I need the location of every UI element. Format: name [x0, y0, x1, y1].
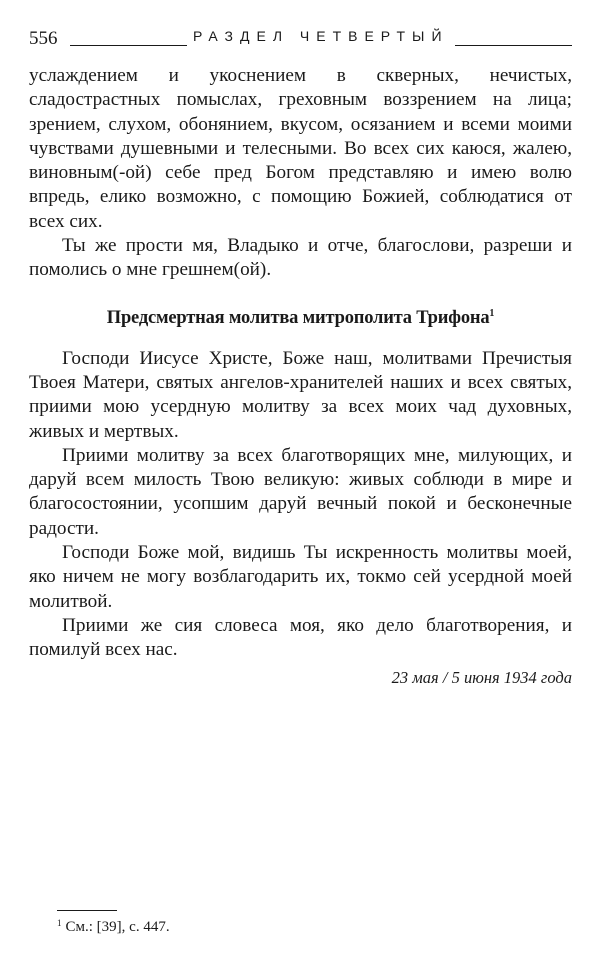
- prayer-text: [29, 347, 572, 663]
- prayer-date: 23 мая / 5 июня 1934 года: [391, 667, 572, 687]
- header-rule-right: [455, 45, 572, 46]
- confession-text: [29, 64, 572, 283]
- prayer-heading: [29, 308, 572, 329]
- footnote-divider: [57, 910, 117, 911]
- prayer-paragraph: Господи Иисусе Христе, Боже наш, молитвами Пречистыя Твоея Матери, святых ангелов-хранителей наших и всех святых, приими мою усердную молитву за всех моих чад духовных, живых и мертвых.: [29, 347, 572, 442]
- prayer-paragraph: Приими же сия словеса моя, яко дело благотворения, и помилуй всех нас.: [29, 614, 572, 661]
- page-number: 556: [29, 28, 58, 49]
- header-rule-left: [70, 45, 187, 46]
- footnote-mark: 1: [57, 918, 62, 928]
- section-title: РАЗДЕЛ ЧЕТВЕРТЫЙ: [192, 28, 449, 44]
- prayer-title: Предсмертная молитва митрополита Трифона: [106, 307, 490, 328]
- running-head: [29, 22, 572, 52]
- book-page: [29, 22, 572, 688]
- footnote: [57, 918, 170, 936]
- confession-paragraph: услаждением и укоснением в скверных, нечистых, сладострастных помыслах, греховным воззрением на лица; зрением, слухом, обонянием, вкусом, осязанием и всеми моими чувствами душевными и телесными. Во всех сих каюся, жалею, виновным(-ой) себе пред Богом представляю и имею волю впредь, елико возможно, с помощию Божией, соблюдатися от всех сих.: [29, 65, 572, 232]
- confession-paragraph: Ты же прости мя, Владыко и отче, благослови, разреши и помолись о мне грешнем(ой).: [29, 235, 572, 281]
- footnote-reference: 1: [489, 307, 495, 319]
- footnote-text: См.: [39], с. 447.: [65, 919, 170, 935]
- prayer-paragraph: Приими молитву за всех благотворящих мне, милующих, и даруй всем милость Твою великую: живых соблюди в мире и благосостоянии, усопшим даруй вечный покой и бесконечные радости.: [29, 444, 572, 539]
- prayer-paragraph: Господи Боже мой, видишь Ты искренность молитвы моей, яко ничем не могу возблагодарить их, токмо сей усердной моей молитвой.: [29, 542, 572, 612]
